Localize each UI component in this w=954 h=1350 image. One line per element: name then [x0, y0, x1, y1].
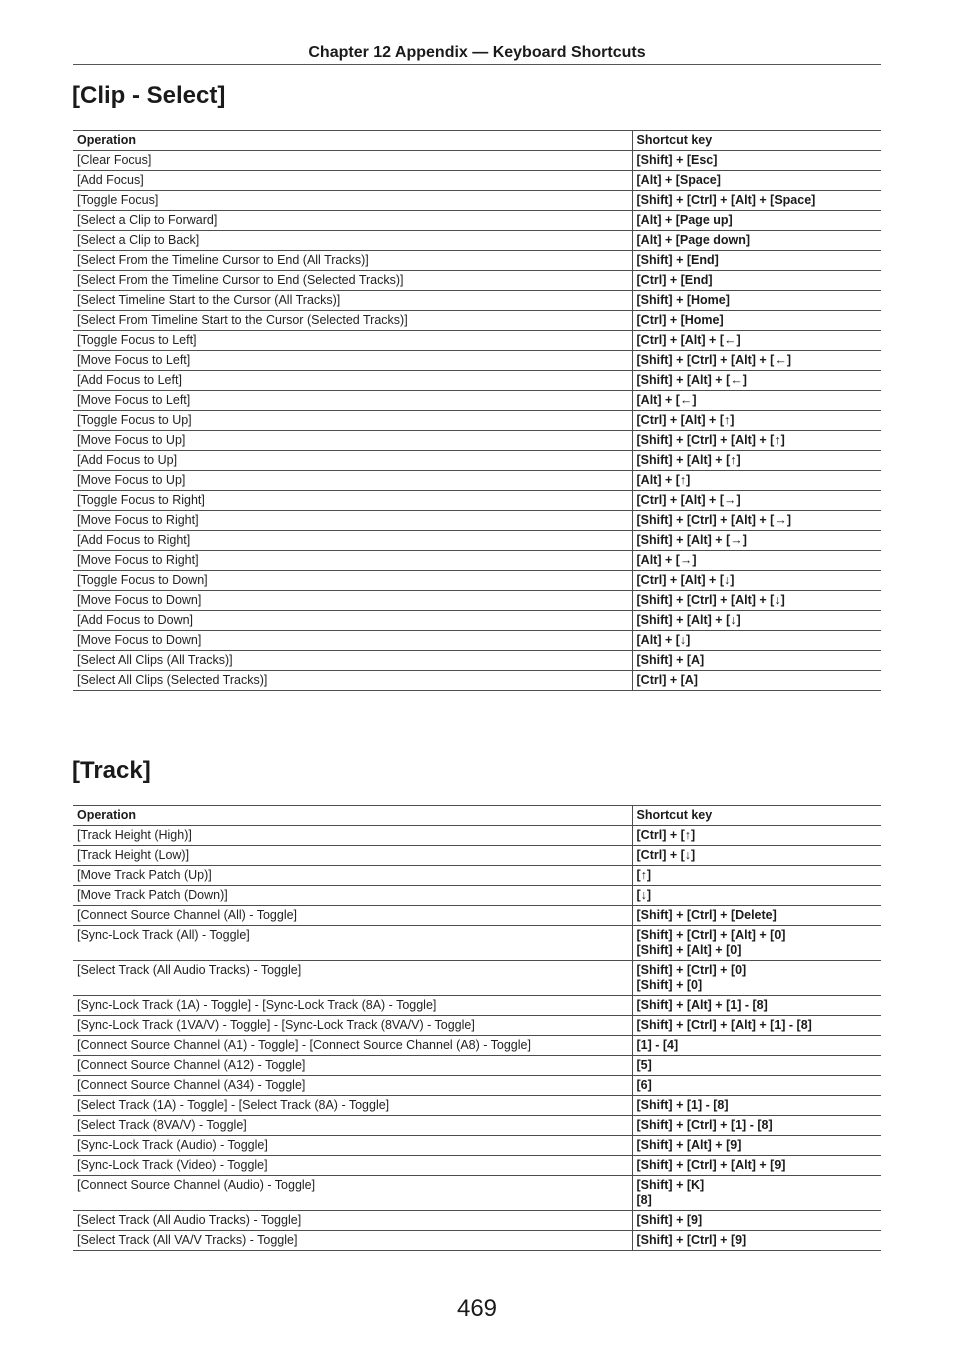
table-row	[73, 926, 881, 961]
track-shortcut-table	[73, 805, 881, 1251]
table-row	[73, 571, 881, 591]
operation-cell: [Select a Clip to Forward]	[73, 211, 632, 231]
operation-cell: [Move Focus to Down]	[73, 631, 632, 651]
shortcut-key-cell: [Ctrl] + [Alt] + [↑]	[632, 411, 881, 431]
operation-cell: [Select a Clip to Back]	[73, 231, 632, 251]
page-number: 469	[456, 1295, 498, 1322]
operation-cell: [Add Focus to Left]	[73, 371, 632, 391]
operation-cell: [Toggle Focus]	[73, 191, 632, 211]
table-row	[73, 631, 881, 651]
shortcut-key-cell: [Shift] + [Ctrl] + [Alt] + [↓]	[632, 591, 881, 611]
clip-select-shortcut-table	[73, 130, 881, 691]
table-row	[73, 411, 881, 431]
shortcut-key-cell: [Shift] + [Ctrl] + [Alt] + [←]	[632, 351, 881, 371]
table-row	[73, 611, 881, 631]
operation-cell: [Select Track (All VA/V Tracks) - Toggle]	[73, 1231, 632, 1251]
shortcut-key-cell: [Shift] + [9]	[632, 1211, 881, 1231]
table-row	[73, 826, 881, 846]
operation-cell: [Add Focus to Down]	[73, 611, 632, 631]
shortcut-key-cell: [6]	[632, 1076, 881, 1096]
shortcut-key-cell: [Shift] + [Alt] + [1] - [8]	[632, 996, 881, 1016]
operation-cell: [Add Focus to Up]	[73, 451, 632, 471]
shortcut-key-cell: [Alt] + [Space]	[632, 171, 881, 191]
table-row	[73, 1116, 881, 1136]
shortcut-key-cell: [Shift] + [Alt] + [↑]	[632, 451, 881, 471]
table-row	[73, 271, 881, 291]
table-row	[73, 151, 881, 171]
shortcut-key-cell: [Shift] + [Ctrl] + [0] [Shift] + [0]	[632, 961, 881, 996]
table-row	[73, 171, 881, 191]
operation-cell: [Move Focus to Down]	[73, 591, 632, 611]
table-row	[73, 1056, 881, 1076]
operation-cell: [Select All Clips (All Tracks)]	[73, 651, 632, 671]
table-row	[73, 961, 881, 996]
shortcut-key-cell: [Shift] + [Ctrl] + [Alt] + [→]	[632, 511, 881, 531]
column-header-shortcut-key: Shortcut key	[632, 131, 881, 151]
shortcut-key-cell: [Ctrl] + [Alt] + [↓]	[632, 571, 881, 591]
shortcut-key-cell: [Ctrl] + [End]	[632, 271, 881, 291]
operation-cell: [Select Track (All Audio Tracks) - Toggle]	[73, 961, 632, 996]
operation-cell: [Connect Source Channel (A1) - Toggle] - [Connect Source Channel (A8) - Toggle]	[73, 1036, 632, 1056]
table-row	[73, 311, 881, 331]
shortcut-key-cell: [Alt] + [←]	[632, 391, 881, 411]
operation-cell: [Move Focus to Left]	[73, 351, 632, 371]
shortcut-key-cell: [Shift] + [Ctrl] + [Delete]	[632, 906, 881, 926]
shortcut-key-cell: [↑]	[632, 866, 881, 886]
shortcut-key-cell: [Ctrl] + [Alt] + [→]	[632, 491, 881, 511]
shortcut-key-cell: [Shift] + [Ctrl] + [Alt] + [0] [Shift] + [Alt] + [0]	[632, 926, 881, 961]
shortcut-key-cell: [Alt] + [→]	[632, 551, 881, 571]
table-row	[73, 231, 881, 251]
shortcut-key-cell: [Shift] + [1] - [8]	[632, 1096, 881, 1116]
operation-cell: [Move Focus to Up]	[73, 431, 632, 451]
operation-cell: [Sync-Lock Track (Video) - Toggle]	[73, 1156, 632, 1176]
table-row	[73, 1231, 881, 1251]
operation-cell: [Move Track Patch (Up)]	[73, 866, 632, 886]
shortcut-key-cell: [↓]	[632, 886, 881, 906]
shortcut-key-cell: [1] - [4]	[632, 1036, 881, 1056]
operation-cell: [Move Focus to Left]	[73, 391, 632, 411]
table-row	[73, 491, 881, 511]
shortcut-key-cell: [Shift] + [Alt] + [←]	[632, 371, 881, 391]
shortcut-key-cell: [Alt] + [↑]	[632, 471, 881, 491]
shortcut-key-cell: [Shift] + [Ctrl] + [1] - [8]	[632, 1116, 881, 1136]
shortcut-key-cell: [Shift] + [Ctrl] + [Alt] + [Space]	[632, 191, 881, 211]
chapter-header: Chapter 12 Appendix — Keyboard Shortcuts	[73, 44, 881, 65]
table-row	[73, 1211, 881, 1231]
operation-cell: [Select All Clips (Selected Tracks)]	[73, 671, 632, 691]
table-row	[73, 331, 881, 351]
table-row	[73, 451, 881, 471]
table-row	[73, 846, 881, 866]
table-row	[73, 866, 881, 886]
shortcut-key-cell: [Alt] + [Page up]	[632, 211, 881, 231]
operation-cell: [Add Focus]	[73, 171, 632, 191]
operation-cell: [Connect Source Channel (Audio) - Toggle]	[73, 1176, 632, 1211]
table-row	[73, 996, 881, 1016]
table-row	[73, 651, 881, 671]
operation-cell: [Select From Timeline Start to the Cursor (Selected Tracks)]	[73, 311, 632, 331]
column-header-shortcut-key: Shortcut key	[632, 806, 881, 826]
shortcut-key-cell: [Ctrl] + [A]	[632, 671, 881, 691]
table-row	[73, 371, 881, 391]
shortcut-key-cell: [Shift] + [A]	[632, 651, 881, 671]
operation-cell: [Select Track (1A) - Toggle] - [Select Track (8A) - Toggle]	[73, 1096, 632, 1116]
operation-cell: [Select Timeline Start to the Cursor (All Tracks)]	[73, 291, 632, 311]
table-row	[73, 591, 881, 611]
section-title-track: [Track]	[72, 757, 151, 784]
operation-cell: [Add Focus to Right]	[73, 531, 632, 551]
shortcut-key-cell: [Ctrl] + [Alt] + [←]	[632, 331, 881, 351]
shortcut-key-cell: [Ctrl] + [Home]	[632, 311, 881, 331]
operation-cell: [Clear Focus]	[73, 151, 632, 171]
operation-cell: [Connect Source Channel (A34) - Toggle]	[73, 1076, 632, 1096]
operation-cell: [Track Height (High)]	[73, 826, 632, 846]
operation-cell: [Move Focus to Right]	[73, 551, 632, 571]
table-row	[73, 471, 881, 491]
table-row	[73, 1136, 881, 1156]
table-row	[73, 1176, 881, 1211]
table-row	[73, 291, 881, 311]
operation-cell: [Select From the Timeline Cursor to End (All Tracks)]	[73, 251, 632, 271]
shortcut-key-cell: [Shift] + [Alt] + [→]	[632, 531, 881, 551]
shortcut-key-cell: [Shift] + [Alt] + [↓]	[632, 611, 881, 631]
operation-cell: [Move Track Patch (Down)]	[73, 886, 632, 906]
table-row	[73, 531, 881, 551]
shortcut-key-cell: [Alt] + [Page down]	[632, 231, 881, 251]
table-header-row	[73, 131, 881, 151]
operation-cell: [Sync-Lock Track (1A) - Toggle] - [Sync-Lock Track (8A) - Toggle]	[73, 996, 632, 1016]
shortcut-key-cell: [5]	[632, 1056, 881, 1076]
table-row	[73, 1036, 881, 1056]
operation-cell: [Move Focus to Right]	[73, 511, 632, 531]
column-header-operation: Operation	[73, 806, 632, 826]
table-row	[73, 1156, 881, 1176]
operation-cell: [Select From the Timeline Cursor to End (Selected Tracks)]	[73, 271, 632, 291]
shortcut-key-cell: [Ctrl] + [↓]	[632, 846, 881, 866]
shortcut-key-cell: [Shift] + [End]	[632, 251, 881, 271]
shortcut-key-cell: [Shift] + [Ctrl] + [Alt] + [1] - [8]	[632, 1016, 881, 1036]
operation-cell: [Move Focus to Up]	[73, 471, 632, 491]
table-row	[73, 1096, 881, 1116]
operation-cell: [Sync-Lock Track (Audio) - Toggle]	[73, 1136, 632, 1156]
table-row	[73, 191, 881, 211]
table-row	[73, 906, 881, 926]
operation-cell: [Sync-Lock Track (1VA/V) - Toggle] - [Sync-Lock Track (8VA/V) - Toggle]	[73, 1016, 632, 1036]
table-row	[73, 551, 881, 571]
shortcut-key-cell: [Shift] + [Esc]	[632, 151, 881, 171]
table-row	[73, 511, 881, 531]
table-row	[73, 886, 881, 906]
operation-cell: [Toggle Focus to Up]	[73, 411, 632, 431]
operation-cell: [Sync-Lock Track (All) - Toggle]	[73, 926, 632, 961]
operation-cell: [Toggle Focus to Left]	[73, 331, 632, 351]
shortcut-key-cell: [Shift] + [K] [8]	[632, 1176, 881, 1211]
shortcut-key-cell: [Shift] + [Home]	[632, 291, 881, 311]
operation-cell: [Select Track (8VA/V) - Toggle]	[73, 1116, 632, 1136]
shortcut-key-cell: [Ctrl] + [↑]	[632, 826, 881, 846]
table-row	[73, 1016, 881, 1036]
table-row	[73, 251, 881, 271]
operation-cell: [Track Height (Low)]	[73, 846, 632, 866]
table-row	[73, 391, 881, 411]
shortcut-key-cell: [Alt] + [↓]	[632, 631, 881, 651]
operation-cell: [Toggle Focus to Down]	[73, 571, 632, 591]
shortcut-key-cell: [Shift] + [Ctrl] + [Alt] + [9]	[632, 1156, 881, 1176]
operation-cell: [Connect Source Channel (A12) - Toggle]	[73, 1056, 632, 1076]
table-row	[73, 1076, 881, 1096]
operation-cell: [Toggle Focus to Right]	[73, 491, 632, 511]
table-row	[73, 671, 881, 691]
table-row	[73, 211, 881, 231]
shortcut-key-cell: [Shift] + [Ctrl] + [Alt] + [↑]	[632, 431, 881, 451]
column-header-operation: Operation	[73, 131, 632, 151]
shortcut-key-cell: [Shift] + [Alt] + [9]	[632, 1136, 881, 1156]
table-row	[73, 431, 881, 451]
table-header-row	[73, 806, 881, 826]
operation-cell: [Select Track (All Audio Tracks) - Toggle]	[73, 1211, 632, 1231]
section-title-clip-select: [Clip - Select]	[72, 82, 226, 109]
operation-cell: [Connect Source Channel (All) - Toggle]	[73, 906, 632, 926]
table-row	[73, 351, 881, 371]
shortcut-key-cell: [Shift] + [Ctrl] + [9]	[632, 1231, 881, 1251]
